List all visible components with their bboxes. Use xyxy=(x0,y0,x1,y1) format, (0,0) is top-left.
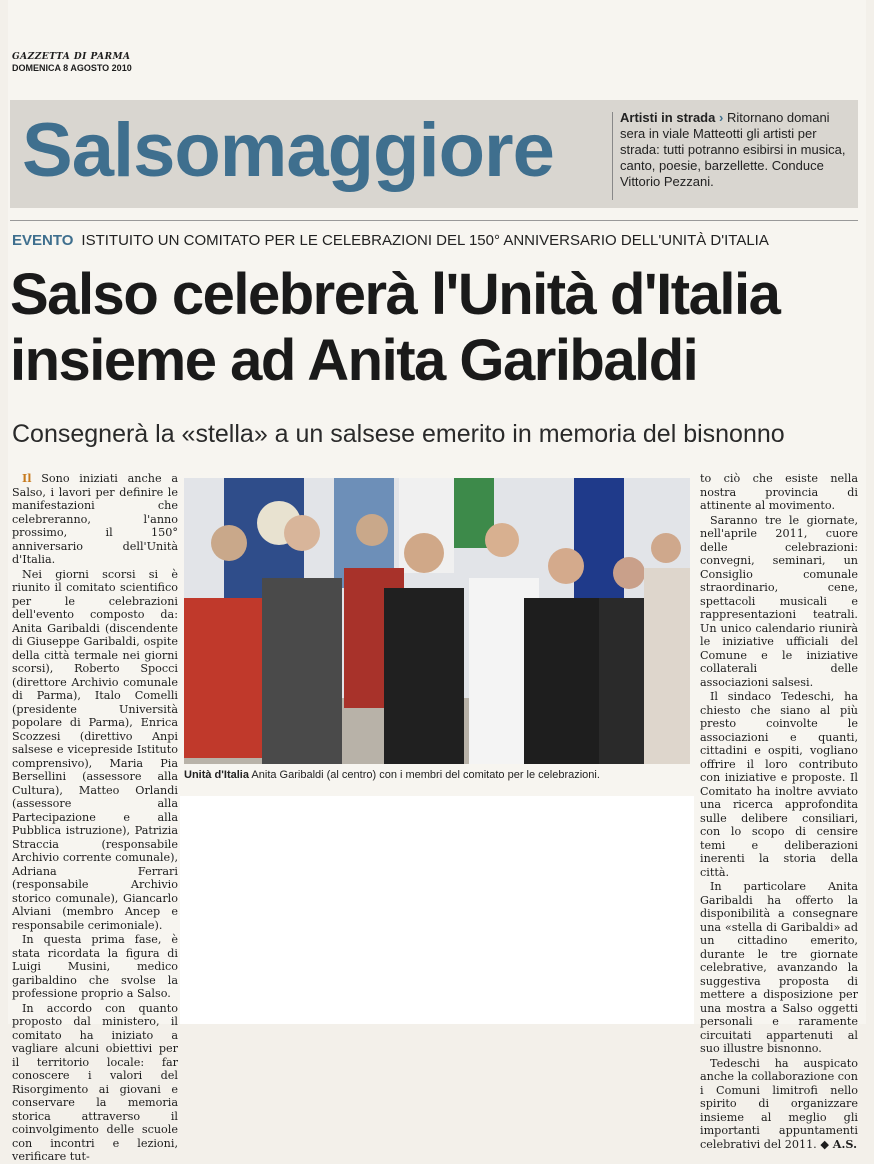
paragraph: Il Sono iniziati anche a Salso, i lavori per definire le manifestazioni che celebreranno, l'anno prossimo, il 150° anniversario dell'Unità d'Italia. xyxy=(12,471,178,566)
article-column-left xyxy=(12,472,178,1164)
author-signoff: ◆ A.S. xyxy=(820,1136,857,1151)
paragraph: Nei giorni scorsi si è riunito il comitato scientifico per le celebrazioni dell'evento composto da: Anita Garibaldi (discendente di Giuseppe Garibaldi, ospite della città termale nei giorni scorsi), Roberto Spocci (direttore Archivio comunale di Parma), Italo Comelli (presidente Università popolare di Parma), Enrica Scozzesi (direttivo Anpi salsese e vicepreside Istituto comprensivo), Maria Pia Bersellini (assessore alla Cultura), Matteo Orlandi (assessore alla Partecipazione e alla Pubblica istruzione), Patrizia Straccia (responsabile Archivio corrente comunale), Adriana Ferrari (responsabile Archivio storico comunale), Giancarlo Alviani (membro Ancep e responsabile cerimoniale). xyxy=(12,567,178,932)
group-photo xyxy=(184,478,690,764)
group-photo-illustration xyxy=(184,478,690,764)
article-column-right xyxy=(700,472,858,1151)
headline xyxy=(10,262,862,394)
newspaper-name: GAZZETTA DI PARMA xyxy=(12,52,131,62)
masthead xyxy=(12,52,132,74)
subheadline: Consegnerà la «stella» a un salsese emerito in memoria del bisnonno xyxy=(12,420,785,448)
paragraph: Il sindaco Tedeschi, ha chiesto che siano al più presto coinvolte le associazioni e quanti, cittadini e ospiti, vogliano offrire il loro contributo con iniziative e proposte. Il Comitato ha inoltre avviato una ricerca approfondita sulle delibere consiliari, con lo scopo di censire temi e deliberazioni inerenti la storia della città. xyxy=(700,690,858,879)
teaser-divider xyxy=(612,112,613,200)
paragraph: In particolare Anita Garibaldi ha offerto la disponibilità a consegnare una «stella di Garibaldi» ad un cittadino emerito, durante le tre giornate celebrative, avanzando la suggestiva proposta di mettere a disposizione per una mostra a Salso oggetti personali e raramente circuitati appartenuti al suo illustre bisnonno. xyxy=(700,880,858,1055)
teaser-label: Artisti in strada xyxy=(620,110,716,125)
caption-text: Anita Garibaldi (al centro) con i membri del comitato per le celebrazioni. xyxy=(251,769,600,781)
paragraph: In questa prima fase, è stata ricordata la figura di Luigi Musini, medico garibaldino che svolse la professione proprio a Salso. xyxy=(12,933,178,1000)
arrow-icon: › xyxy=(718,110,724,125)
cutout-blank-area xyxy=(180,796,694,1024)
kicker-text: ISTITUITO UN COMITATO PER LE CELEBRAZIONI DEL 150° ANNIVERSARIO DELL'UNITÀ D'ITALIA xyxy=(81,232,769,249)
headline-line-2: insieme ad Anita Garibaldi xyxy=(10,328,698,393)
paragraph-mark: Il xyxy=(22,471,32,485)
paragraph: Tedeschi ha auspicato anche la collaborazione con i Comuni limitrofi nello spirito di organizzare insieme al meglio gli importanti appuntamenti celebrativi del 2011. ◆ A.S. xyxy=(700,1056,858,1151)
kicker xyxy=(12,232,769,250)
paragraph: to ciò che esiste nella nostra provincia di attinente al movimento. xyxy=(700,472,858,512)
paragraph: In accordo con quanto proposto dal ministero, il comitato ha iniziato a vagliare alcuni obiettivi per il territorio locale: far conoscere i valori del Risorgimento ai giovani e conservare la memoria storica attraverso il coinvolgimento delle scuole con incontri e lezioni, verificare tut- xyxy=(12,1001,178,1163)
teaser-text: Ritornano domani sera in viale Matteotti gli artisti per strada: tutti potranno esibirsi in musica, canto, poesie, barzellette. Conduce Vittorio Pezzani. xyxy=(620,110,846,189)
kicker-label: EVENTO xyxy=(12,232,74,249)
paragraph: Saranno tre le giornate, nell'aprile 2011, cuore delle celebrazioni: convegni, seminari, un Consiglio comunale straordinario, cene, spettacoli musicali e rappresentazioni teatrali. Un unico calendario riunirà le iniziative ufficiali del Comune e le iniziative collaterali delle associazioni salsesi. xyxy=(700,513,858,689)
photo-caption xyxy=(184,768,690,782)
section-divider xyxy=(10,220,858,221)
issue-date: DOMENICA 8 AGOSTO 2010 xyxy=(12,63,132,73)
caption-label: Unità d'Italia xyxy=(184,769,249,781)
teaser-box xyxy=(620,110,856,190)
headline-line-1: Salso celebrerà l'Unità d'Italia xyxy=(10,262,780,327)
section-title: Salsomaggiore xyxy=(22,108,554,193)
